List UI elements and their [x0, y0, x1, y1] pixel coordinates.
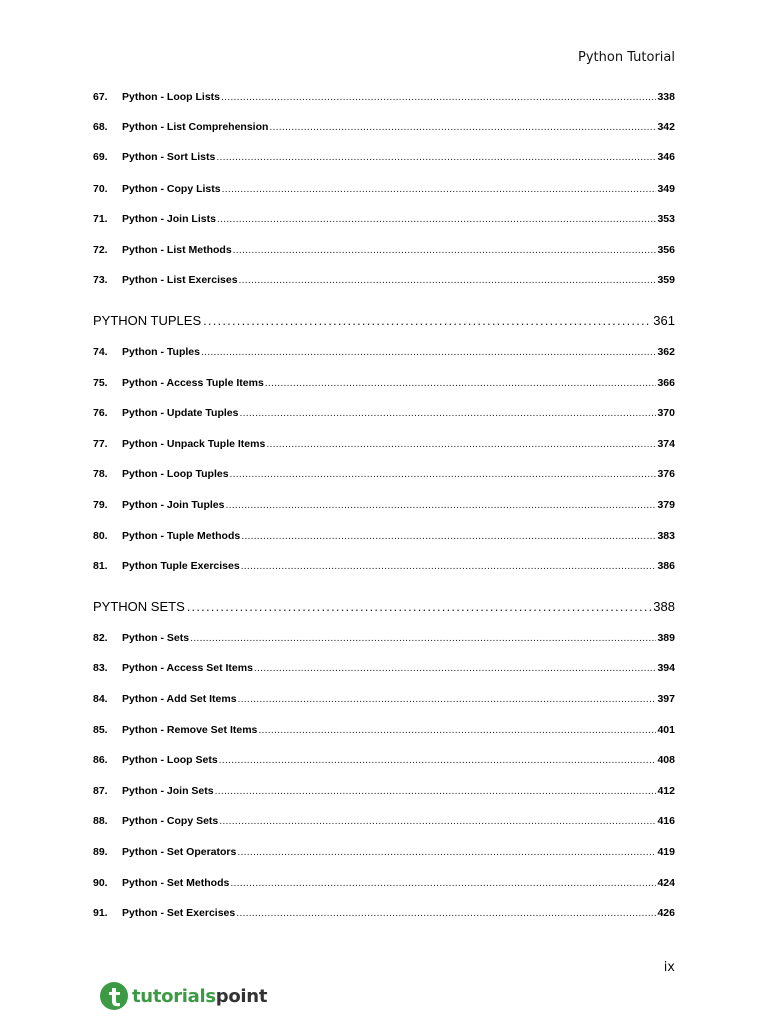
toc-page-number: 366 [657, 377, 675, 389]
toc-entry[interactable] [93, 404, 675, 420]
toc-dot-leader [222, 182, 657, 196]
toc-page-number: 419 [657, 846, 675, 858]
toc-entry[interactable] [93, 874, 675, 890]
toc-entry-number: 77. [93, 438, 108, 450]
toc-page-number: 349 [657, 183, 675, 195]
toc-section-title: PYTHON TUPLES [93, 313, 202, 328]
page-header: Python Tutorial [578, 50, 675, 65]
toc-page-number: 379 [657, 499, 675, 511]
toc-entry-title: Python - Tuple Methods [122, 530, 241, 542]
toc-entry[interactable] [93, 904, 675, 920]
toc-entry-number: 88. [93, 815, 108, 827]
toc-dot-leader [190, 631, 656, 645]
toc-page-number: 356 [657, 244, 675, 256]
toc-entry-number: 72. [93, 244, 108, 256]
toc-dot-leader [225, 498, 656, 512]
toc-entry-number: 69. [93, 151, 108, 163]
toc-entry-number: 75. [93, 377, 108, 389]
toc-entry-number: 81. [93, 560, 108, 572]
toc-entry[interactable] [93, 751, 675, 767]
toc-entry[interactable] [93, 343, 675, 359]
toc-page-number: 408 [657, 754, 675, 766]
toc-dot-leader [201, 345, 656, 359]
toc-entry-number: 74. [93, 346, 108, 358]
toc-entry-number: 70. [93, 183, 108, 195]
toc-entry[interactable] [93, 435, 675, 451]
toc-entry-title: Python - Add Set Items [122, 693, 237, 705]
toc-entry-number: 87. [93, 785, 108, 797]
toc-entry[interactable] [93, 241, 675, 257]
toc-page-number: 383 [657, 530, 675, 542]
toc-page-number: 374 [657, 438, 675, 450]
toc-dot-leader [219, 753, 657, 767]
toc-page-number: 353 [657, 213, 675, 225]
toc-dot-leader [265, 376, 657, 390]
toc-dot-leader [236, 906, 656, 920]
toc-entry-title: Python - Unpack Tuple Items [122, 438, 266, 450]
toc-entry-number: 84. [93, 693, 108, 705]
toc-entry-number: 86. [93, 754, 108, 766]
toc-page-number: 397 [657, 693, 675, 705]
toc-entry-title: Python - Set Exercises [122, 907, 236, 919]
toc-dot-leader [233, 243, 657, 257]
toc-dot-leader [239, 406, 656, 420]
toc-page-number: 412 [657, 785, 675, 797]
toc-dot-leader [230, 467, 657, 481]
toc-entry[interactable] [93, 782, 675, 798]
toc-page-number: 370 [657, 407, 675, 419]
toc-page-number: 416 [657, 815, 675, 827]
toc-entry[interactable] [93, 557, 675, 573]
toc-page-number: 342 [657, 121, 675, 133]
toc-entry[interactable] [93, 118, 675, 134]
toc-entry[interactable] [93, 812, 675, 828]
toc-entry-number: 71. [93, 213, 108, 225]
toc-entry-title: Python - Loop Sets [122, 754, 218, 766]
toc-entry-number: 79. [93, 499, 108, 511]
toc-entry-number: 80. [93, 530, 108, 542]
toc-page-number: 346 [657, 151, 675, 163]
toc-dot-leader [241, 529, 656, 543]
toc-page-number: 359 [657, 274, 675, 286]
toc-entry-title: Python - Set Methods [122, 877, 230, 889]
toc-entry[interactable] [93, 88, 675, 104]
toc-section-heading[interactable] [93, 596, 675, 616]
toc-entry-title: Python - List Comprehension [122, 121, 269, 133]
toc-dot-leader [215, 784, 657, 798]
toc-entry-number: 76. [93, 407, 108, 419]
toc-page-number: 389 [657, 632, 675, 644]
toc-entry-title: Python - Join Tuples [122, 499, 225, 511]
toc-dot-leader [254, 661, 657, 675]
toc-entry-number: 85. [93, 724, 108, 736]
toc-dot-leader [241, 559, 657, 573]
toc-entry-title: Python - Update Tuples [122, 407, 239, 419]
toc-page-number: 394 [657, 662, 675, 674]
toc-entry-title: Python - Sort Lists [122, 151, 216, 163]
toc-dot-leader [216, 150, 656, 164]
toc-entry-number: 82. [93, 632, 108, 644]
toc-page-number: 388 [653, 599, 675, 614]
toc-entry[interactable] [93, 659, 675, 675]
toc-entry-title: Python - Join Sets [122, 785, 214, 797]
toc-entry-title: Python Tuple Exercises [122, 560, 240, 572]
toc-dot-leader [230, 876, 656, 890]
toc-page-number: 338 [657, 91, 675, 103]
toc-dot-leader [266, 437, 656, 451]
toc-entry-title: Python - Access Tuple Items [122, 377, 264, 389]
toc-entry[interactable] [93, 843, 675, 859]
toc-dot-leader [258, 723, 656, 737]
toc-entry-title: Python - Copy Sets [122, 815, 219, 827]
toc-entry[interactable] [93, 374, 675, 390]
tutorialspoint-logo-icon [99, 981, 129, 1011]
toc-entry-number: 67. [93, 91, 108, 103]
toc-entry[interactable] [93, 210, 675, 226]
page-number: ix [663, 960, 675, 975]
toc-entry-number: 83. [93, 662, 108, 674]
toc-entry-number: 73. [93, 274, 108, 286]
toc-dot-leader [238, 692, 657, 706]
toc-entry-title: Python - Sets [122, 632, 190, 644]
toc-dot-leader [269, 120, 656, 134]
toc-entry[interactable] [93, 148, 675, 164]
toc-page-number: 426 [657, 907, 675, 919]
tutorialspoint-logo-text: tutorialspoint [132, 985, 268, 1007]
toc-entry-title: Python - Access Set Items [122, 662, 253, 674]
toc-entry-number: 90. [93, 877, 108, 889]
toc-entry[interactable] [93, 180, 675, 196]
toc-entry-number: 91. [93, 907, 108, 919]
toc-entry-title: Python - Loop Lists [122, 91, 220, 103]
toc-entry-number: 78. [93, 468, 108, 480]
toc-entry-title: Python - Tuples [122, 346, 200, 358]
toc-dot-leader [219, 814, 656, 828]
toc-page-number: 424 [657, 877, 675, 889]
toc-entry[interactable] [93, 496, 675, 512]
toc-entry[interactable] [93, 690, 675, 706]
toc-entry-number: 68. [93, 121, 108, 133]
toc-dot-leader [237, 845, 656, 859]
toc-entry-title: Python - Remove Set Items [122, 724, 258, 736]
tutorialspoint-logo [99, 981, 267, 1011]
toc-dot-leader [221, 90, 656, 104]
toc-dot-leader [187, 598, 652, 616]
toc-entry-title: Python - Join Lists [122, 213, 216, 225]
toc-entry[interactable] [93, 527, 675, 543]
toc-entry[interactable] [93, 721, 675, 737]
toc-entry-title: Python - List Exercises [122, 274, 238, 286]
toc-section-heading[interactable] [93, 310, 675, 330]
toc-section-title: PYTHON SETS [93, 599, 185, 614]
toc-entry[interactable] [93, 629, 675, 645]
toc-page-number: 376 [657, 468, 675, 480]
toc-page-number: 386 [657, 560, 675, 572]
toc-dot-leader [203, 312, 651, 330]
toc-entry[interactable] [93, 465, 675, 481]
toc-entry[interactable] [93, 271, 675, 287]
toc-dot-leader [239, 273, 657, 287]
toc-entry-title: Python - Loop Tuples [122, 468, 229, 480]
toc-dot-leader [217, 212, 657, 226]
toc-entry-title: Python - Set Operators [122, 846, 237, 858]
toc-page-number: 401 [657, 724, 675, 736]
toc-entry-title: Python - List Methods [122, 244, 232, 256]
toc-entry-title: Python - Copy Lists [122, 183, 221, 195]
toc-entry-number: 89. [93, 846, 108, 858]
toc-page-number: 362 [657, 346, 675, 358]
toc-page-number: 361 [653, 313, 675, 328]
